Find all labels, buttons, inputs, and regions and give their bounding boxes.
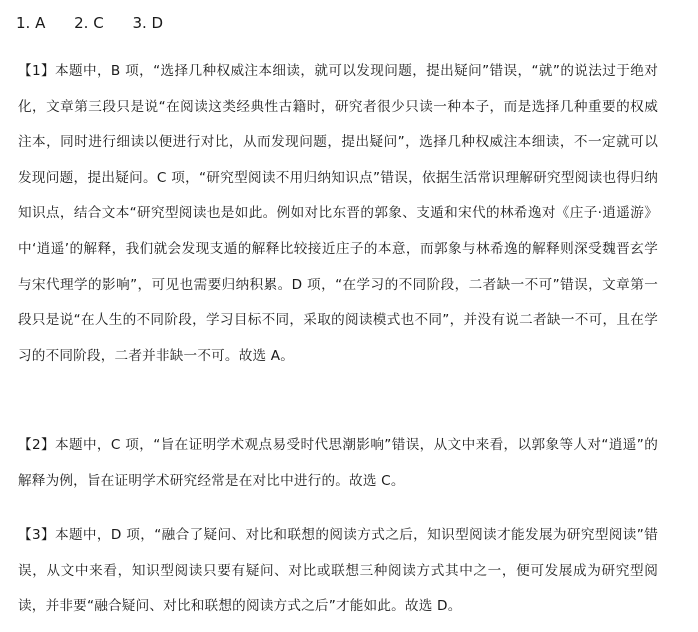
answer-key — [16, 12, 187, 34]
answer-1: 1. A — [16, 14, 46, 32]
explanation-2-text: 【2】本题中，C 项，“旨在证明学术观点易受时代思潮影响”错误，从文中来看，以郭象等人对“逍遥”的解释为例，旨在证明学术研究经常是在对比中进行的。故选 C。 — [18, 437, 658, 489]
explanation-1-text: 【1】本题中，B 项，“选择几种权威注本细读，就可以发现问题，提出疑问”错误，“就”的说法过于绝对化，文章第三段只是说“在阅读这类经典性古籍时，研究者很少只读一种本子，而是选择几种重要的权威注本，同时进行细读以便进行对比，从而发现问题，提出疑问”，选择几种权威注本细读，不一定就可以发现问题，提出疑问。C 项，“研究型阅读不用归纳知识点”错误，依据生活常识理解研究型阅读也得归纳知识点，结合文本“研究型阅读也是如此。例如对比东晋的郭象、支遁和宋代的林希逸对《庄子·逍遥游》中‘逍遥’的解释，我们就会发现支遁的解释比较接近庄子的本意，而郭象与林希逸的解释则深受魏晋玄学与宋代理学的影响”，可见也需要归纳积累。D 项，“在学习的不同阶段，二者缺一不可”错误，文章第一段只是说“在人生的不同阶段，学习目标不同，采取的阅读模式也不同”，并没有说二者缺一不可，且在学习的不同阶段，二者并非缺一不可。故选 A。 — [18, 63, 658, 364]
answer-3: 3. D — [132, 14, 164, 32]
explanation-paragraph-1 — [18, 54, 658, 374]
explanation-3-text: 【3】本题中，D 项，“融合了疑问、对比和联想的阅读方式之后，知识型阅读才能发展为研究型阅读”错误，从文中来看，知识型阅读只要有疑问、对比或联想三种阅读方式其中之一，便可发展成为研究型阅读，并非要“融合疑问、对比和联想的阅读方式之后”才能如此。故选 D。 — [18, 527, 658, 615]
explanation-paragraph-2 — [18, 428, 658, 499]
explanation-paragraph-3 — [18, 518, 658, 625]
answer-2: 2. C — [74, 14, 104, 32]
